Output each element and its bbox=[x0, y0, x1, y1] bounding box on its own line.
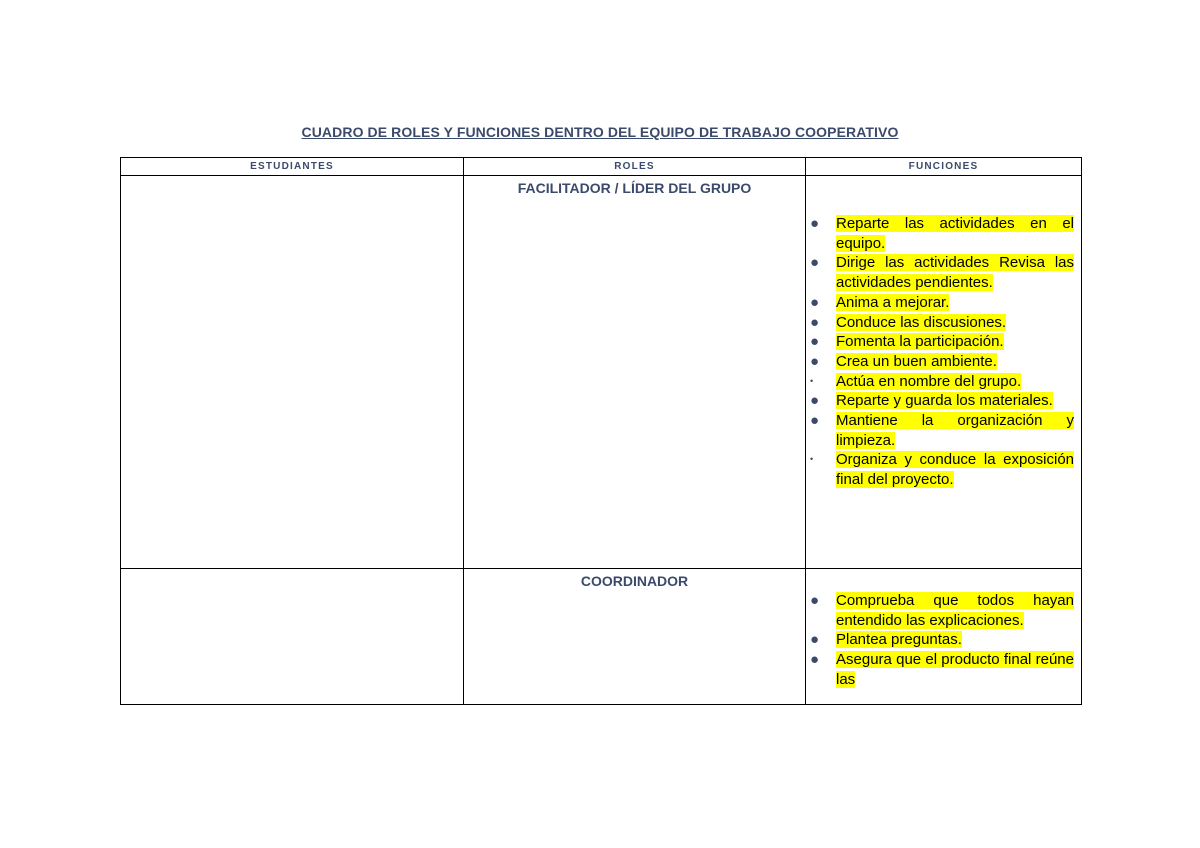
table-row bbox=[121, 569, 1082, 705]
role-name: COORDINADOR bbox=[580, 573, 689, 589]
bullet-icon: ● bbox=[810, 293, 820, 311]
list-item bbox=[810, 591, 1074, 630]
function-text: Actúa en nombre del grupo. bbox=[836, 372, 1022, 390]
function-text: Reparte y guarda los materiales. bbox=[836, 392, 1053, 410]
functions-list bbox=[810, 591, 1074, 690]
bullet-icon: ● bbox=[810, 592, 820, 609]
bullet-icon: ● bbox=[810, 333, 820, 351]
list-item bbox=[810, 372, 1074, 392]
list-item bbox=[810, 352, 1074, 372]
header-functions: FUNCIONES bbox=[806, 158, 1082, 176]
list-item bbox=[810, 332, 1074, 352]
function-text: Plantea preguntas. bbox=[836, 631, 962, 649]
function-text: Fomenta la participación. bbox=[836, 333, 1004, 351]
list-item bbox=[810, 293, 1074, 313]
list-item bbox=[810, 253, 1074, 292]
function-text: Crea un buen ambiente. bbox=[836, 352, 997, 370]
bullet-icon: ● bbox=[810, 215, 820, 232]
list-item bbox=[810, 650, 1074, 689]
function-text: Reparte las actividades en el equipo. bbox=[836, 215, 1074, 252]
table-header-row bbox=[121, 158, 1082, 176]
bullet-icon: ● bbox=[810, 352, 820, 370]
bullet-icon: • bbox=[810, 454, 814, 465]
function-text: Mantiene la organización y limpieza. bbox=[836, 412, 1074, 449]
header-roles: ROLES bbox=[464, 158, 806, 176]
bullet-icon: ● bbox=[810, 313, 820, 331]
header-students: ESTUDIANTES bbox=[121, 158, 464, 176]
list-item bbox=[810, 630, 1074, 650]
roles-table bbox=[120, 157, 1082, 705]
bullet-icon: • bbox=[810, 375, 814, 386]
student-cell[interactable] bbox=[121, 569, 464, 705]
functions-list bbox=[810, 214, 1074, 490]
function-text: Organiza y conduce la exposición final del proyecto. bbox=[836, 451, 1074, 489]
table-row bbox=[121, 176, 1082, 569]
bullet-icon: ● bbox=[810, 412, 820, 430]
functions-cell bbox=[806, 176, 1082, 569]
bullet-icon: ● bbox=[810, 651, 820, 669]
student-cell[interactable] bbox=[121, 176, 464, 569]
bullet-icon: ● bbox=[810, 254, 820, 272]
function-text: Comprueba que todos hayan entendido las explicaciones. bbox=[836, 592, 1074, 629]
list-item bbox=[810, 411, 1074, 450]
role-cell bbox=[464, 176, 806, 569]
document-title: CUADRO DE ROLES Y FUNCIONES DENTRO DEL EQUIPO DE TRABAJO COOPERATIVO bbox=[301, 124, 899, 140]
role-cell bbox=[464, 569, 806, 705]
list-item bbox=[810, 214, 1074, 253]
function-text: Conduce las discusiones. bbox=[836, 313, 1007, 331]
bullet-icon: ● bbox=[810, 631, 820, 649]
functions-cell bbox=[806, 569, 1082, 705]
bullet-icon: ● bbox=[810, 392, 820, 410]
list-item bbox=[810, 313, 1074, 333]
function-text: Asegura que el producto final reúne las bbox=[836, 651, 1074, 688]
list-item bbox=[810, 450, 1074, 489]
role-name: FACILITADOR / LÍDER DEL GRUPO bbox=[517, 180, 752, 196]
list-item bbox=[810, 391, 1074, 411]
function-text: Anima a mejorar. bbox=[836, 293, 950, 311]
function-text: Dirige las actividades Revisa las actividades pendientes. bbox=[836, 254, 1074, 292]
